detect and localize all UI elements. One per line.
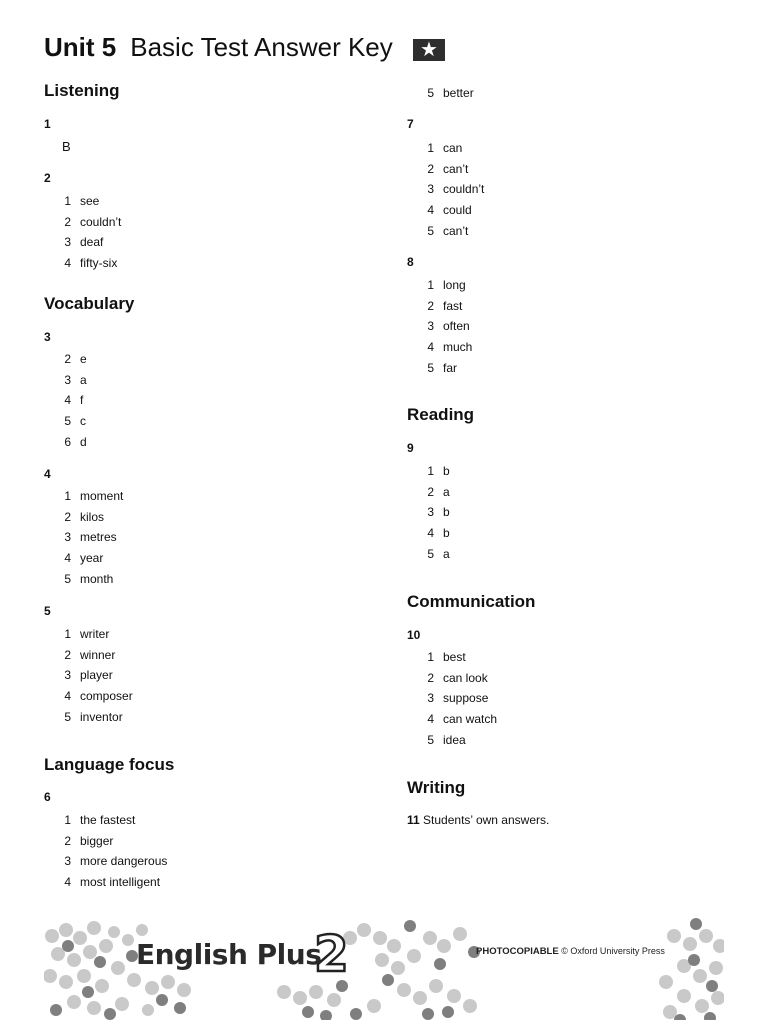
item-answer: a bbox=[443, 484, 450, 499]
answer-item bbox=[44, 349, 344, 370]
answer-item bbox=[407, 523, 707, 544]
answer-item bbox=[44, 370, 344, 391]
answer-item bbox=[44, 569, 344, 590]
question-number: 9 bbox=[407, 441, 414, 455]
answer-item bbox=[44, 645, 344, 666]
item-number: 4 bbox=[427, 203, 434, 218]
item-number: 1 bbox=[64, 489, 71, 503]
answer-item bbox=[44, 232, 344, 253]
item-answer: couldn’t bbox=[80, 214, 122, 229]
item-number: 2 bbox=[427, 298, 434, 313]
page-title bbox=[44, 32, 393, 63]
question-number: 2 bbox=[44, 171, 51, 185]
answer-item bbox=[407, 688, 707, 709]
item-answer: moment bbox=[80, 489, 124, 503]
item-number: 2 bbox=[64, 647, 71, 662]
answer-item bbox=[407, 221, 707, 242]
item-number: 2 bbox=[64, 352, 71, 366]
answer-item bbox=[44, 665, 344, 686]
item-number: 1 bbox=[64, 194, 71, 208]
answer-item bbox=[44, 507, 344, 528]
item-answer: long bbox=[443, 278, 466, 292]
section-heading-communication: Communication bbox=[407, 592, 536, 611]
answer-item bbox=[407, 83, 707, 104]
section-heading-writing: Writing bbox=[407, 778, 466, 797]
question-number: 7 bbox=[407, 117, 414, 131]
answer-item bbox=[44, 527, 344, 548]
answer-list bbox=[44, 486, 344, 589]
item-answer: suppose bbox=[443, 691, 489, 706]
item-number: 3 bbox=[64, 235, 71, 250]
answer-item bbox=[407, 668, 707, 689]
item-answer: a bbox=[443, 546, 450, 561]
answer-item bbox=[407, 179, 707, 200]
footer-banner bbox=[44, 916, 724, 1020]
item-number: 1 bbox=[64, 813, 71, 827]
question-number: 8 bbox=[407, 255, 414, 269]
item-number: 4 bbox=[64, 875, 71, 890]
answer-text: B bbox=[62, 139, 71, 154]
photocopiable-label: PHOTOCOPIABLE bbox=[476, 946, 559, 957]
item-number: 5 bbox=[427, 546, 434, 561]
answer-item bbox=[44, 212, 344, 233]
answer-list bbox=[407, 275, 707, 378]
item-answer: can watch bbox=[443, 712, 498, 727]
answer-list bbox=[44, 624, 344, 727]
item-answer: writer bbox=[80, 627, 110, 641]
item-number: 3 bbox=[427, 182, 434, 197]
item-number: 2 bbox=[64, 509, 71, 524]
item-answer: much bbox=[443, 340, 473, 355]
answer-item bbox=[44, 548, 344, 569]
item-number: 1 bbox=[427, 278, 434, 292]
question-number: 10 bbox=[407, 628, 421, 642]
star-icon: ★ bbox=[413, 39, 445, 61]
answer-item bbox=[44, 851, 344, 872]
item-number: 1 bbox=[64, 627, 71, 641]
test-title: Basic Test Answer Key bbox=[130, 32, 393, 62]
item-answer: can look bbox=[443, 670, 488, 685]
section-heading-language-focus: Language focus bbox=[44, 755, 175, 774]
item-number: 2 bbox=[64, 214, 71, 229]
item-answer: a bbox=[80, 372, 87, 387]
item-number: 4 bbox=[427, 712, 434, 727]
item-number: 4 bbox=[64, 551, 71, 566]
item-number: 3 bbox=[427, 505, 434, 520]
question-number: 3 bbox=[44, 330, 51, 344]
answer-item bbox=[44, 707, 344, 728]
answer-text: Students’ own answers. bbox=[423, 813, 550, 827]
item-number: 2 bbox=[427, 161, 434, 176]
question-number: 4 bbox=[44, 467, 51, 481]
item-answer: can’t bbox=[443, 161, 469, 176]
answer-list bbox=[407, 461, 707, 564]
item-number: 2 bbox=[427, 484, 434, 499]
item-number: 6 bbox=[64, 434, 71, 449]
item-number: 3 bbox=[64, 854, 71, 869]
answer-item bbox=[407, 502, 707, 523]
item-answer: can’t bbox=[443, 223, 469, 238]
photocopiable-notice bbox=[476, 946, 665, 957]
unit-label: Unit 5 bbox=[44, 32, 117, 62]
item-answer: couldn’t bbox=[443, 182, 485, 197]
question-number: 6 bbox=[44, 790, 51, 804]
item-answer: can bbox=[443, 141, 463, 155]
item-answer: fast bbox=[443, 298, 463, 313]
item-answer: the fastest bbox=[80, 813, 136, 827]
answer-item bbox=[407, 647, 707, 668]
item-answer: metres bbox=[80, 530, 117, 545]
level-number: 2 bbox=[314, 925, 349, 983]
answer-item bbox=[44, 432, 344, 453]
answer-item bbox=[407, 482, 707, 503]
item-number: 1 bbox=[427, 464, 434, 478]
answer-item bbox=[407, 337, 707, 358]
answer-item bbox=[407, 730, 707, 751]
item-number: 3 bbox=[427, 319, 434, 334]
item-number: 5 bbox=[64, 414, 71, 429]
answer-item bbox=[407, 544, 707, 565]
answer-list bbox=[407, 83, 707, 104]
answer-item bbox=[407, 461, 707, 482]
answer-list bbox=[44, 810, 344, 893]
answer-item bbox=[44, 686, 344, 707]
answer-item bbox=[44, 411, 344, 432]
item-answer: more dangerous bbox=[80, 854, 168, 869]
section-heading-listening: Listening bbox=[44, 81, 120, 100]
item-answer: idea bbox=[443, 732, 466, 747]
item-answer: composer bbox=[80, 689, 133, 704]
item-answer: fifty-six bbox=[80, 256, 118, 271]
item-number: 5 bbox=[427, 732, 434, 747]
item-number: 1 bbox=[427, 141, 434, 155]
answer-item bbox=[44, 253, 344, 274]
item-answer: see bbox=[80, 194, 100, 208]
answer-item bbox=[44, 191, 344, 212]
item-number: 1 bbox=[427, 650, 434, 664]
item-number: 5 bbox=[64, 571, 71, 586]
answer-item bbox=[407, 296, 707, 317]
answer-item bbox=[407, 709, 707, 730]
item-number: 5 bbox=[64, 709, 71, 724]
question-number: 11 bbox=[407, 813, 420, 827]
item-number: 3 bbox=[64, 372, 71, 387]
item-number: 4 bbox=[64, 689, 71, 704]
item-answer: b bbox=[443, 505, 450, 520]
section-heading-reading: Reading bbox=[407, 405, 475, 424]
item-number: 3 bbox=[64, 530, 71, 545]
item-answer: bigger bbox=[80, 833, 114, 848]
question-number: 1 bbox=[44, 117, 51, 131]
answer-item bbox=[407, 138, 707, 159]
answer-item bbox=[44, 810, 344, 831]
item-answer: b bbox=[443, 464, 450, 478]
answer-item bbox=[407, 159, 707, 180]
answer-item bbox=[407, 200, 707, 221]
answer-item bbox=[407, 275, 707, 296]
answer-item bbox=[407, 358, 707, 379]
item-number: 3 bbox=[64, 668, 71, 683]
item-number: 4 bbox=[427, 340, 434, 355]
item-answer: often bbox=[443, 319, 470, 334]
item-answer: better bbox=[443, 86, 474, 100]
item-answer: far bbox=[443, 360, 458, 375]
answer-list bbox=[407, 647, 707, 750]
item-number: 3 bbox=[427, 691, 434, 706]
item-number: 4 bbox=[427, 526, 434, 541]
answer-item bbox=[44, 624, 344, 645]
answer-item bbox=[407, 316, 707, 337]
item-answer: d bbox=[80, 434, 87, 449]
item-answer: winner bbox=[80, 647, 116, 662]
item-answer: most intelligent bbox=[80, 875, 161, 890]
question-11 bbox=[407, 813, 549, 827]
answer-item bbox=[44, 486, 344, 507]
item-answer: e bbox=[80, 352, 87, 366]
section-heading-vocabulary: Vocabulary bbox=[44, 294, 135, 313]
answer-item bbox=[44, 872, 344, 893]
item-answer: c bbox=[80, 414, 86, 429]
item-answer: month bbox=[80, 571, 114, 586]
item-number: 4 bbox=[64, 256, 71, 271]
item-answer: b bbox=[443, 526, 450, 541]
item-answer: inventor bbox=[80, 709, 123, 724]
item-answer: kilos bbox=[80, 509, 105, 524]
item-answer: best bbox=[443, 650, 466, 664]
answer-list bbox=[44, 191, 344, 274]
item-number: 5 bbox=[427, 360, 434, 375]
brand-logo: English Plus bbox=[136, 938, 322, 971]
item-answer: f bbox=[80, 393, 84, 408]
answer-item bbox=[44, 831, 344, 852]
question-number: 5 bbox=[44, 604, 51, 618]
answer-item bbox=[44, 390, 344, 411]
copyright-text: © Oxford University Press bbox=[561, 946, 665, 956]
item-number: 5 bbox=[427, 86, 434, 100]
answer-list bbox=[44, 349, 344, 452]
item-number: 2 bbox=[64, 833, 71, 848]
item-number: 4 bbox=[64, 393, 71, 408]
item-number: 2 bbox=[427, 670, 434, 685]
item-answer: deaf bbox=[80, 235, 104, 250]
item-answer: player bbox=[80, 668, 113, 683]
item-answer: could bbox=[443, 203, 472, 218]
answer-list bbox=[407, 138, 707, 241]
item-answer: year bbox=[80, 551, 104, 566]
item-number: 5 bbox=[427, 223, 434, 238]
